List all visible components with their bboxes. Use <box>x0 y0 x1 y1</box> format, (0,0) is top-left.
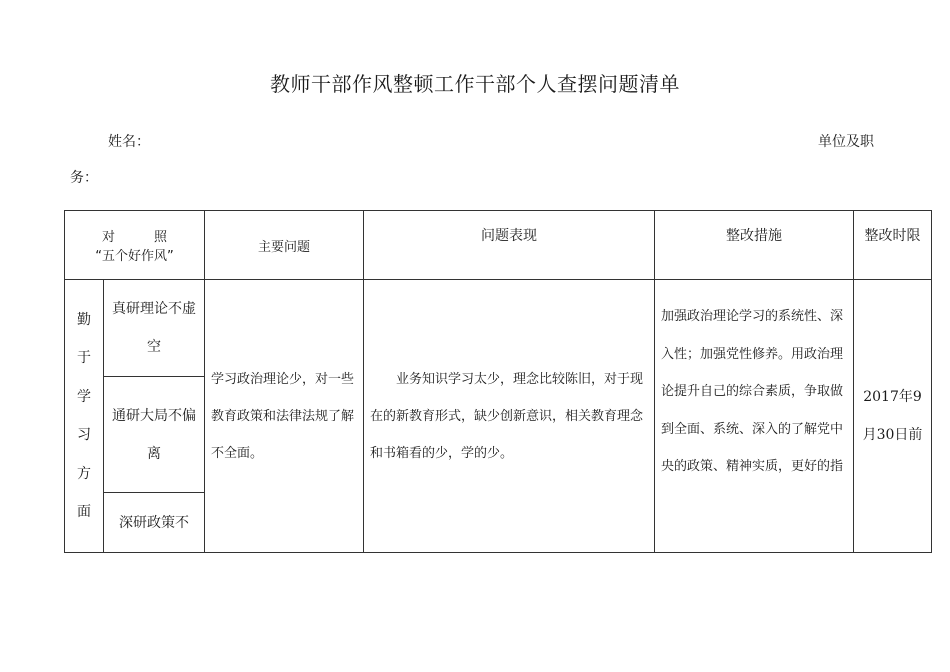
category-label: 勤 于 学 习 方 面 <box>77 311 91 520</box>
header-measures: 整改措施 <box>655 211 854 280</box>
main-problem-cell: 学习政治理论少，对一些教育政策和法律法规了解不全面。 <box>205 280 364 553</box>
manifestation-cell: 业务知识学习太少，理念比较陈旧，对于现在的新教育形式，缺少创新意识，相关教育理念和书箱看的少，学的少。 <box>364 280 655 553</box>
page-title: 教师干部作风整顿工作干部个人查摆问题清单 <box>270 72 680 96</box>
issue-table <box>64 210 932 553</box>
header-five-good-styles <box>65 211 205 280</box>
header-line-2: “五个好作风” <box>95 249 174 264</box>
header-manifestation: 问题表现 <box>364 211 655 280</box>
unit-label-continued: 务： <box>70 170 98 186</box>
name-label: 姓名： <box>108 134 150 150</box>
sub-item-1: 真研理论不虚空 <box>104 280 205 377</box>
header-main-problem: 主要问题 <box>205 211 364 280</box>
header-line-1: 对 照 <box>101 230 167 245</box>
table-header-row <box>65 211 932 280</box>
category-cell <box>65 280 104 553</box>
measures-cell: 加强政治理论学习的系统性、深入性；加强党性修养。用政治理论提升自己的综合素质，争取做到全面、系统、深入的了解党中央的政策、精神实质，更好的指 <box>655 280 854 553</box>
header-deadline: 整改时限 <box>854 211 932 280</box>
unit-label: 单位及职 <box>818 134 874 150</box>
table-row <box>65 280 932 377</box>
sub-item-2: 通研大局不偏离 <box>104 377 205 493</box>
sub-item-3: 深研政策不 <box>104 493 205 553</box>
deadline-cell: 2017年9月30日前 <box>854 280 932 553</box>
